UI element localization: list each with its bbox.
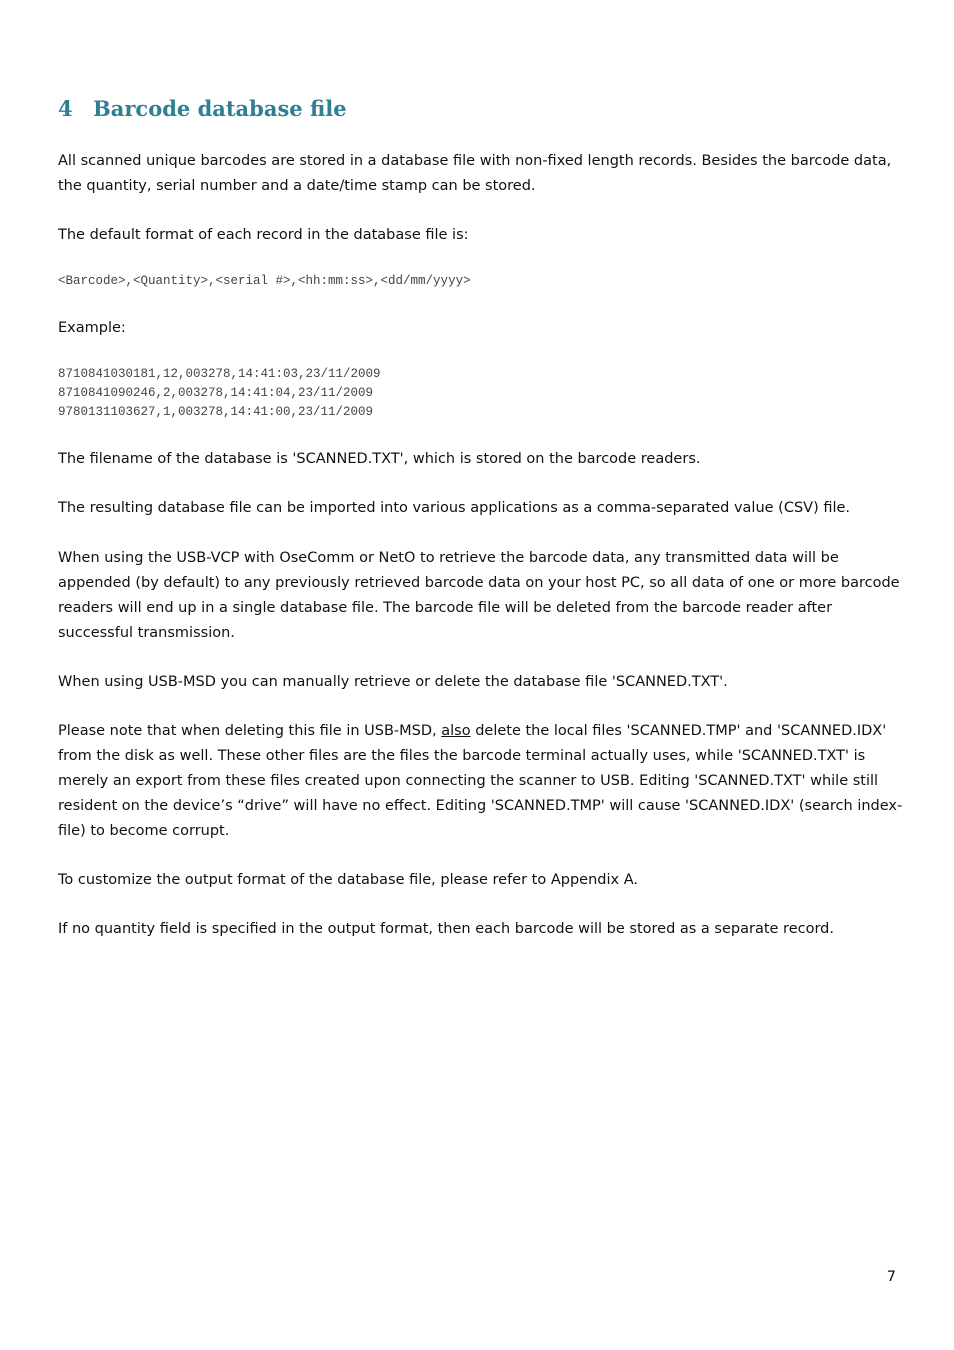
usb-msd-paragraph: When using USB-MSD you can manually retrieve or delete the database file 'SCANNED.TXT'. bbox=[58, 674, 728, 690]
page-number: 7 bbox=[886, 1269, 896, 1285]
example-code-line: 9780131103627,1,003278,14:41:00,23/11/2009 bbox=[58, 405, 374, 419]
default-format-paragraph: The default format of each record in the database file is: bbox=[58, 227, 469, 243]
note-paragraph bbox=[58, 719, 903, 844]
format-code-line: <Barcode>,<Quantity>,<serial #>,<hh:mm:ss>,<dd/mm/yyyy> bbox=[58, 274, 471, 288]
note-underlined-word: also bbox=[441, 723, 471, 739]
section-number: 4 bbox=[58, 96, 73, 121]
csv-paragraph: The resulting database file can be imported into various applications as a comma-separated value (CSV) file. bbox=[58, 500, 851, 516]
section-heading bbox=[58, 95, 347, 123]
example-code-block bbox=[58, 365, 381, 422]
usb-vcp-paragraph: When using the USB-VCP with OseComm or NetO to retrieve the barcode data, any transmitted data will be appended (by default) to any previously retrieved barcode data on your host PC, so all data of one or more barcode readers will end up in a single database file. The barcode file will be deleted from the barcode reader after successful transmission. bbox=[58, 550, 900, 641]
customize-paragraph: To customize the output format of the database file, please refer to Appendix A. bbox=[58, 872, 638, 888]
example-code-line: 8710841030181,12,003278,14:41:03,23/11/2009 bbox=[58, 367, 381, 381]
note-text-after: delete the local files 'SCANNED.TMP' and 'SCANNED.IDX' from the disk as well. These other files are the files the barcode terminal actually uses, while 'SCANNED.TXT' is merely an export from these files created upon connecting the scanner to USB. Editing 'SCANNED.TXT' while still resident on the device’s “drive” will have no effect. Editing 'SCANNED.TMP' will cause 'SCANNED.IDX' (search index-file) to become corrupt. bbox=[58, 723, 903, 839]
intro-paragraph: All scanned unique barcodes are stored in a database file with non-fixed length records. Besides the barcode data, the quantity, serial number and a date/time stamp can be stored. bbox=[58, 153, 892, 194]
note-text-before: Please note that when deleting this file in USB-MSD, bbox=[58, 723, 442, 739]
example-label: Example: bbox=[58, 320, 126, 336]
no-quantity-paragraph: If no quantity field is specified in the output format, then each barcode will be stored as a separate record. bbox=[58, 921, 834, 937]
example-code-line: 8710841090246,2,003278,14:41:04,23/11/2009 bbox=[58, 386, 374, 400]
filename-paragraph: The filename of the database is 'SCANNED.TXT', which is stored on the barcode readers. bbox=[58, 451, 701, 467]
section-title: Barcode database file bbox=[93, 96, 347, 121]
